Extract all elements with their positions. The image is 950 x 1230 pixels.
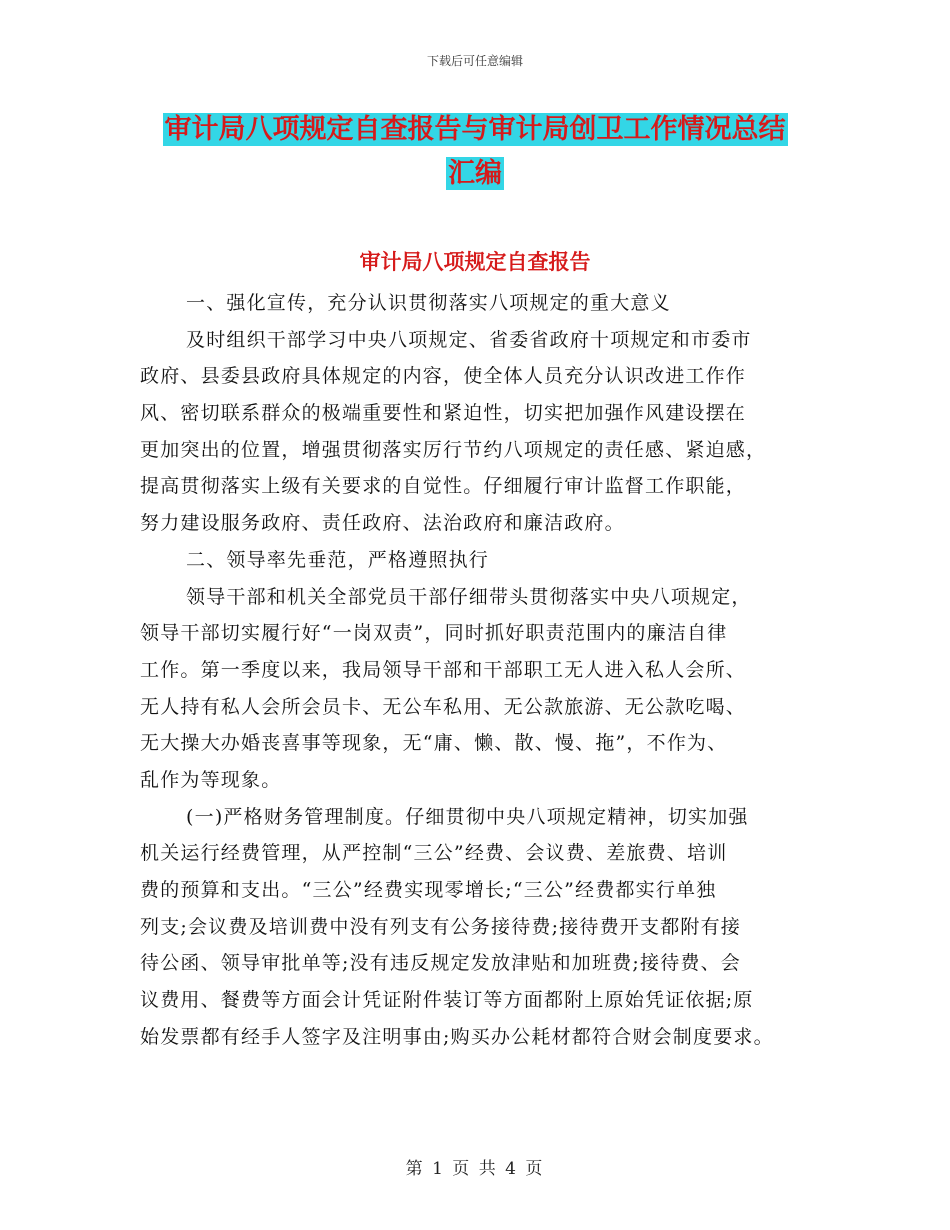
page-header-note: 下载后可任意编辑: [426, 54, 523, 68]
paragraph-line: 无大操大办婚丧喜事等现象，无“庸、懒、散、慢、拖”，不作为、: [140, 732, 728, 755]
paragraph-line: 工作。第一季度以来，我局领导干部和干部职工无人进入私人会所、: [140, 658, 747, 681]
title-line-1: 审计局八项规定自查报告与审计局创卫工作情况总结: [164, 114, 786, 145]
paragraph-line: 政府、县委县政府具体规定的内容，使全体人员充分认识改进工作作: [140, 365, 747, 388]
paragraph-line: 及时组织干部学习中央八项规定、省委省政府十项规定和市委市: [186, 328, 752, 351]
paragraph-line: 费的预算和支出。“三公”经费实现零增长;“三公”经费都实行单独: [140, 879, 717, 901]
paragraph-line: 乱作为等现象。: [140, 768, 282, 791]
title-line-2: 汇编: [448, 158, 502, 189]
paragraph-line: 领导干部和机关全部党员干部仔细带头贯彻落实中央八项规定，: [186, 585, 752, 608]
paragraph-line: 努力建设服务政府、责任政府、法治政府和廉洁政府。: [140, 512, 625, 535]
paragraph-line: 待公函、领导审批单等;没有违反规定发放津贴和加班费;接待费、会: [140, 952, 742, 975]
paragraph-line: 提高贯彻落实上级有关要求的自觉性。仔细履行审计监督工作职能，: [140, 475, 747, 498]
paragraph-line: 无人持有私人会所会员卡、无公车私用、无公款旅游、无公款吃喝、: [140, 695, 747, 718]
paragraph-line: 一、强化宣传，充分认识贯彻落实八项规定的重大意义: [186, 292, 671, 314]
paragraph-line: 列支;会议费及培训费中没有列支有公务接待费;接待费开支都附有接: [140, 915, 742, 938]
paragraph-line: 机关运行经费管理，从严控制“三公”经费、会议费、差旅费、培训: [140, 842, 728, 865]
paragraph-line: 领导干部切实履行好“一岗双责”，同时抓好职责范围内的廉洁自律: [140, 622, 728, 645]
page-number: 第 1 页 共 4 页: [405, 1159, 545, 1179]
paragraph-line: 风、密切联系群众的极端重要性和紧迫性，切实把加强作风建设摆在: [140, 402, 747, 425]
paragraph-line: (一)严格财务管理制度。仔细贯彻中央八项规定精神，切实加强: [186, 805, 749, 828]
section-title: 审计局八项规定自查报告: [359, 250, 591, 274]
paragraph-line: 更加突出的位置，增强贯彻落实厉行节约八项规定的责任感、紧迫感，: [140, 438, 767, 461]
document-title: [0, 108, 950, 196]
body-text: [140, 285, 820, 1055]
paragraph-line: 议费用、餐费等方面会计凭证附件装订等方面都附上原始凭证依据;原: [140, 989, 754, 1012]
paragraph-line: 二、领导率先垂范，严格遵照执行: [186, 548, 490, 571]
paragraph-line: 始发票都有经手人签字及注明事由;购买办公耗材都符合财会制度要求。: [140, 1025, 774, 1048]
